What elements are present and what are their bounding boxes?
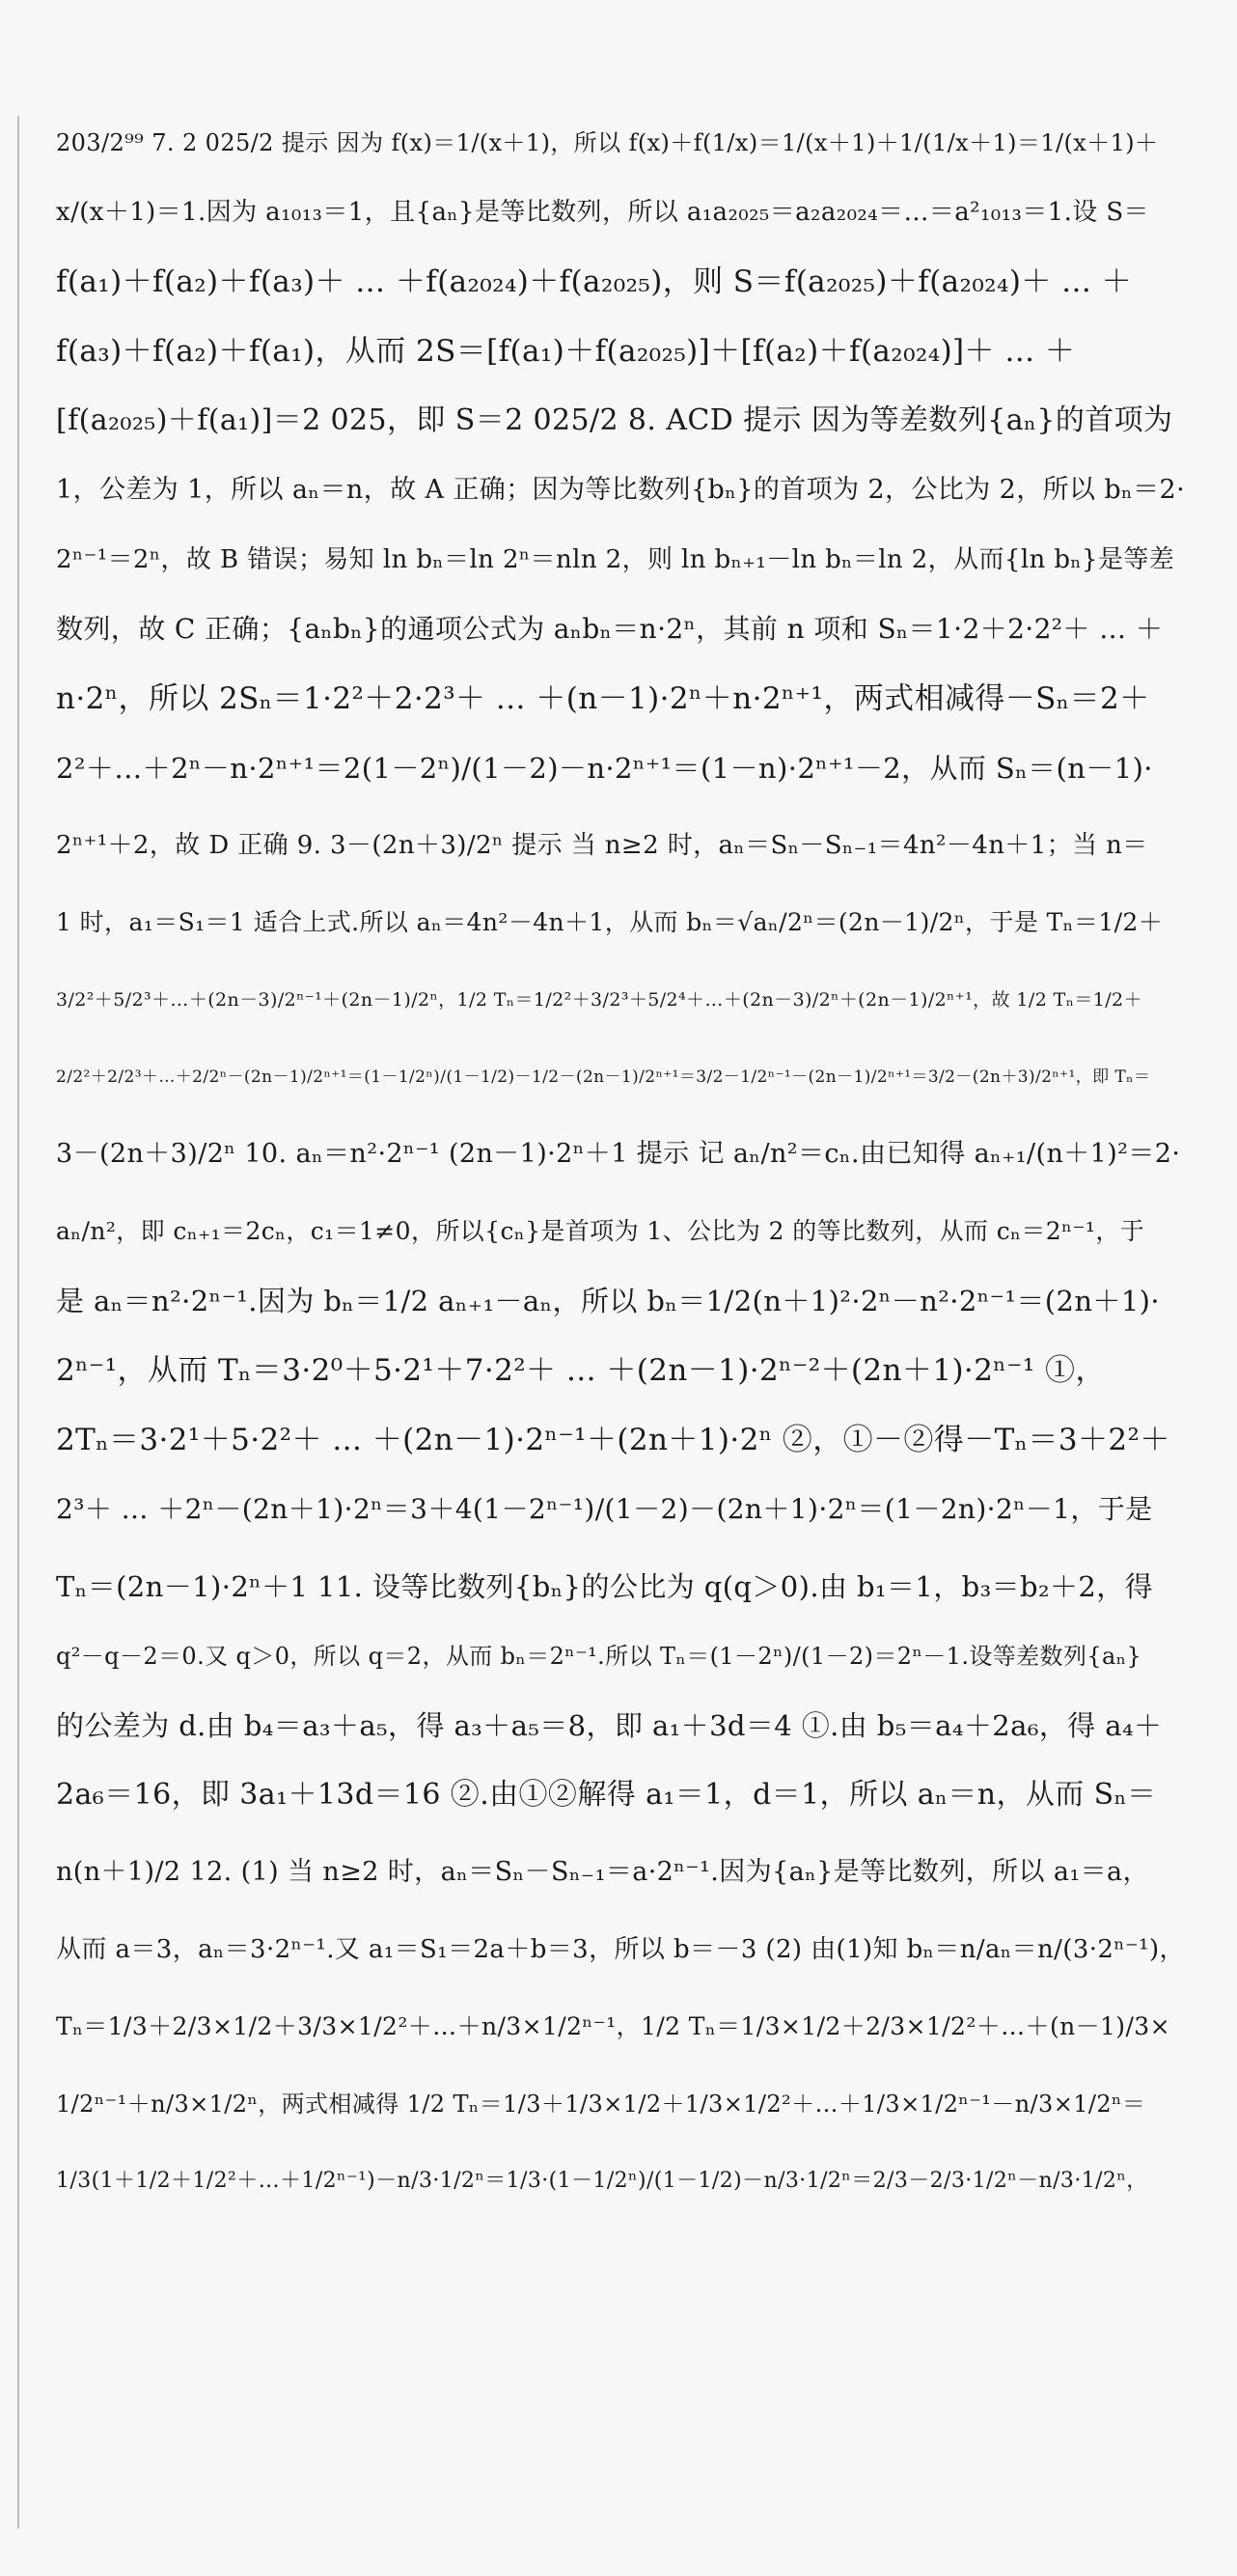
- text-line: f(a₁)＋f(a₂)＋f(a₃)＋ … ＋f(a₂₀₂₄)＋f(a₂₀₂₅)，则 S＝f(a₂₀₂₅)＋f(a₂₀₂₄)＋ … ＋: [56, 264, 1133, 299]
- text-line: Tₙ＝(2n－1)·2ⁿ＋1 11. 设等比数列{bₙ}的公比为 q(q＞0).由 b₁＝1，b₃＝b₂＋2，得: [56, 1570, 1154, 1603]
- text-line: Tₙ＝1/3＋2/3×1/2＋3/3×1/2²＋…＋n/3×1/2ⁿ⁻¹，1/2 Tₙ＝1/3×1/2＋2/3×1/2²＋…＋(n－1)/3×: [56, 2012, 1170, 2040]
- text-line: 从而 a＝3，aₙ＝3·2ⁿ⁻¹.又 a₁＝S₁＝2a＋b＝3，所以 b＝－3 (2) 由(1)知 bₙ＝n/aₙ＝n/(3·2ⁿ⁻¹)，: [56, 1935, 1185, 1964]
- text-line: 数列，故 C 正确；{aₙbₙ}的通项公式为 aₙbₙ＝n·2ⁿ，其前 n 项和 Sₙ＝1·2＋2·2²＋ … ＋: [56, 613, 1164, 645]
- text-line: 是 aₙ＝n²·2ⁿ⁻¹.因为 bₙ＝1/2 aₙ₊₁－aₙ，所以 bₙ＝1/2(n＋1)²·2ⁿ－n²·2ⁿ⁻¹＝(2n＋1)·: [56, 1285, 1161, 1317]
- text-line: 2²＋…＋2ⁿ－n·2ⁿ⁺¹＝2(1－2ⁿ)/(1－2)－n·2ⁿ⁺¹＝(1－n)·2ⁿ⁺¹－2，从而 Sₙ＝(n－1)·: [56, 752, 1153, 785]
- text-line: 3/2²＋5/2³＋…＋(2n－3)/2ⁿ⁻¹＋(2n－1)/2ⁿ，1/2 Tₙ＝1/2²＋3/2³＋5/2⁴＋…＋(2n－3)/2ⁿ＋(2n－1)/2ⁿ⁺¹，故 1/2 Tₙ＝1/2＋: [56, 989, 1142, 1011]
- text-line: 1/2ⁿ⁻¹＋n/3×1/2ⁿ，两式相减得 1/2 Tₙ＝1/3＋1/3×1/2＋1/3×1/2²＋…＋1/3×1/2ⁿ⁻¹－n/3×1/2ⁿ＝: [56, 2091, 1146, 2118]
- text-line: 3－(2n＋3)/2ⁿ 10. aₙ＝n²·2ⁿ⁻¹ (2n－1)·2ⁿ＋1 提示 记 aₙ/n²＝cₙ.由已知得 aₙ₊₁/(n＋1)²＝2·: [56, 1139, 1181, 1169]
- text-line: [f(a₂₀₂₅)＋f(a₁)]＝2 025，即 S＝2 025/2 8. ACD 提示 因为等差数列{aₙ}的首项为: [56, 403, 1173, 437]
- text-line: f(a₃)＋f(a₂)＋f(a₁)，从而 2S＝[f(a₁)＋f(a₂₀₂₅)]＋[f(a₂)＋f(a₂₀₂₄)]＋ … ＋: [56, 334, 1076, 369]
- margin-rule: [17, 116, 19, 2529]
- text-line: n(n＋1)/2 12. (1) 当 n≥2 时，aₙ＝Sₙ－Sₙ₋₁＝a·2ⁿ⁻¹.因为{aₙ}是等比数列，所以 a₁＝a，: [56, 1857, 1149, 1887]
- text-line: q²－q－2＝0.又 q＞0，所以 q＝2，从而 bₙ＝2ⁿ⁻¹.所以 Tₙ＝(1－2ⁿ)/(1－2)＝2ⁿ－1.设等差数列{aₙ}: [56, 1643, 1142, 1670]
- text-line: 1/3(1＋1/2＋1/2²＋…＋1/2ⁿ⁻¹)－n/3·1/2ⁿ＝1/3·(1－1/2ⁿ)/(1－1/2)－n/3·1/2ⁿ＝2/3－2/3·1/2ⁿ－n/3·1/2ⁿ，: [56, 2169, 1148, 2193]
- text-line: 1 时，a₁＝S₁＝1 适合上式.所以 aₙ＝4n²－4n＋1，从而 bₙ＝√aₙ/2ⁿ＝(2n－1)/2ⁿ，于是 Tₙ＝1/2＋: [56, 908, 1164, 936]
- text-line: 1，公差为 1，所以 aₙ＝n，故 A 正确；因为等比数列{bₙ}的首项为 2，公比为 2，所以 bₙ＝2·: [56, 475, 1185, 505]
- text-line: n·2ⁿ，所以 2Sₙ＝1·2²＋2·2³＋ … ＋(n－1)·2ⁿ＋n·2ⁿ⁺¹，两式相减得－Sₙ＝2＋: [56, 681, 1150, 716]
- text-line: 2Tₙ＝3·2¹＋5·2²＋ … ＋(2n－1)·2ⁿ⁻¹＋(2n＋1)·2ⁿ ②，①－②得－Tₙ＝3＋2²＋: [56, 1423, 1170, 1457]
- text-line: 203/2⁹⁹ 7. 2 025/2 提示 因为 f(x)＝1/(x＋1)，所以 f(x)＋f(1/x)＝1/(x＋1)＋1/(1/x＋1)＝1/(x＋1)＋: [56, 129, 1159, 156]
- text-line: 2/2²＋2/2³＋…＋2/2ⁿ－(2n－1)/2ⁿ⁺¹＝(1－1/2ⁿ)/(1－1/2)－1/2－(2n－1)/2ⁿ⁺¹＝3/2－1/2ⁿ⁻¹－(2n－1)/2ⁿ⁺¹＝3/2－(2n＋3)/2ⁿ⁺¹，即 Tₙ＝: [56, 1067, 1151, 1087]
- text-line: 2³＋ … ＋2ⁿ－(2n＋1)·2ⁿ＝3＋4(1－2ⁿ⁻¹)/(1－2)－(2n＋1)·2ⁿ＝(1－2n)·2ⁿ－1，于是: [56, 1493, 1153, 1525]
- text-line: aₙ/n²，即 cₙ₊₁＝2cₙ，c₁＝1≠0，所以{cₙ}是首项为 1、公比为 2 的等比数列，从而 cₙ＝2ⁿ⁻¹，于: [56, 1217, 1145, 1245]
- text-line: 2a₆＝16，即 3a₁＋13d＝16 ②.由①②解得 a₁＝1，d＝1，所以 aₙ＝n，从而 Sₙ＝: [56, 1778, 1157, 1812]
- text-line: 2ⁿ⁻¹＝2ⁿ，故 B 错误；易知 ln bₙ＝ln 2ⁿ＝nln 2，则 ln bₙ₊₁－ln bₙ＝ln 2，从而{ln bₙ}是等差: [56, 545, 1175, 574]
- text-line: 的公差为 d.由 b₄＝a₃＋a₅，得 a₃＋a₅＝8，即 a₁＋3d＝4 ①.由 b₅＝a₄＋2a₆，得 a₄＋: [56, 1709, 1163, 1742]
- text-line: x/(x＋1)＝1.因为 a₁₀₁₃＝1，且{aₙ}是等比数列，所以 a₁a₂₀₂₅＝a₂a₂₀₂₄＝…＝a²₁₀₁₃＝1.设 S＝: [56, 198, 1149, 227]
- answer-text: [56, 125, 1185, 2233]
- text-line: 2ⁿ⁺¹＋2，故 D 正确 9. 3－(2n＋3)/2ⁿ 提示 当 n≥2 时，aₙ＝Sₙ－Sₙ₋₁＝4n²－4n＋1；当 n＝: [56, 831, 1148, 860]
- text-line: 2ⁿ⁻¹，从而 Tₙ＝3·2⁰＋5·2¹＋7·2²＋ … ＋(2n－1)·2ⁿ⁻²＋(2n＋1)·2ⁿ⁻¹ ①，: [56, 1353, 1106, 1388]
